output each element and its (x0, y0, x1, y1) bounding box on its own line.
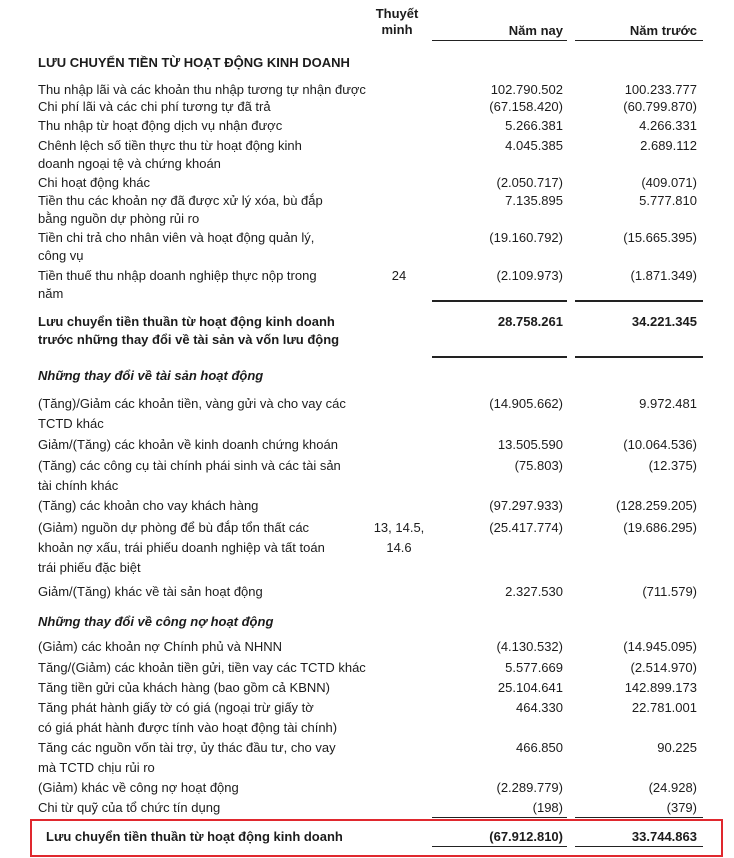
asset-row-label: Giảm/(Tăng) các khoản về kinh doanh chứng khoán (38, 437, 338, 452)
liability-row-label: (Giảm) các khoản nợ Chính phủ và NHNN (38, 639, 283, 654)
operating-row-note: 24 (391, 268, 407, 283)
subtotal-row-current-year: 28.758.261 (497, 314, 563, 329)
liability-row-label: có giá phát hành được tính vào hoạt động tài chính) (38, 720, 338, 735)
total-underline-current (432, 846, 567, 847)
column-header-note: Thuyết (375, 6, 419, 21)
liability-row-current-year: 464.330 (516, 700, 563, 715)
liability-row-label: mà TCTD chịu rủi ro (38, 760, 155, 775)
operating-row-current-year: 5.266.381 (505, 118, 563, 133)
operating-row-current-year: 7.135.895 (505, 193, 563, 208)
liability-row-prior-year: 142.899.173 (624, 680, 697, 695)
asset-row-prior-year: (10.064.536) (623, 437, 697, 452)
liability-row-label: (Giảm) khác về công nợ hoạt động (38, 780, 239, 795)
asset-row-current-year: 13.505.590 (497, 437, 563, 452)
asset-row-current-year: (14.905.662) (489, 396, 563, 411)
liability-row-prior-year: (379) (666, 800, 697, 815)
total-current-year: (67.912.810) (489, 829, 563, 844)
subtotal-bottom-prior (575, 356, 703, 358)
asset-row-label: TCTD khác (38, 416, 104, 431)
column-header-current-year: Năm nay (508, 23, 563, 38)
operating-row-label: Chi phí lãi và các chi phí tương tự đã trả (38, 99, 271, 114)
header-underline-current (432, 40, 567, 41)
operating-row-current-year: (67.158.420) (489, 99, 563, 114)
subtotal-row-label: Lưu chuyển tiền thuần từ hoạt động kinh doanh (38, 314, 335, 329)
operating-row-label: Thu nhập lãi và các khoản thu nhập tương tự nhận được (38, 82, 366, 97)
liability-row-label: Tăng/(Giảm) các khoản tiền gửi, tiền vay các TCTD khác (38, 660, 366, 675)
asset-row-current-year: (75.803) (514, 458, 563, 473)
column-header-prior-year: Năm trước (629, 23, 697, 38)
operating-row-prior-year: (409.071) (641, 175, 697, 190)
operating-row-label: Tiền thu các khoản nợ đã được xử lý xóa, bù đắp (38, 193, 323, 208)
operating-row-current-year: (2.050.717) (496, 175, 563, 190)
asset-row-label: (Giảm) nguồn dự phòng để bù đắp tổn thất các (38, 520, 310, 535)
subtotal-bottom-current (432, 356, 567, 358)
subtotal-row-label: trước những thay đổi về tài sản và vốn lưu động (38, 332, 340, 347)
asset-row-prior-year: (19.686.295) (623, 520, 697, 535)
liability-row-current-year: 5.577.669 (505, 660, 563, 675)
asset-row-label: trái phiếu đặc biệt (38, 560, 141, 575)
asset-row-prior-year: 9.972.481 (639, 396, 697, 411)
assets-heading: Những thay đổi về tài sản hoạt động (38, 368, 264, 383)
operating-row-label: doanh ngoại tệ và chứng khoán (38, 156, 221, 171)
asset-row-label: (Tăng)/Giảm các khoản tiền, vàng gửi và cho vay các (38, 396, 346, 411)
liability-row-label: Chi từ quỹ của tổ chức tín dụng (38, 800, 221, 815)
column-header-note: minh (381, 22, 413, 37)
asset-row-current-year: (25.417.774) (489, 520, 563, 535)
liability-row-label: Tăng tiền gửi của khách hàng (bao gồm cả KBNN) (38, 680, 330, 695)
operating-row-label: Tiền chi trả cho nhân viên và hoạt động quản lý, (38, 230, 315, 245)
liability-row-current-year: 466.850 (516, 740, 563, 755)
total-prior-year: 33.744.863 (631, 829, 697, 844)
total-label: Lưu chuyển tiền thuần từ hoạt động kinh doanh (46, 829, 343, 844)
asset-row-note: 13, 14.5, (373, 520, 425, 535)
asset-row-label: khoản nợ xấu, trái phiếu doanh nghiệp và tất toán (38, 540, 325, 555)
operating-row-prior-year: 100.233.777 (624, 82, 697, 97)
liability-row-current-year: (4.130.532) (496, 639, 563, 654)
asset-row-label: Giảm/(Tăng) khác về tài sản hoạt động (38, 584, 263, 599)
liability-row-prior-year: 90.225 (657, 740, 697, 755)
operating-row-current-year: (2.109.973) (496, 268, 563, 283)
header-underline-prior (575, 40, 703, 41)
liability-row-current-year: (198) (532, 800, 563, 815)
operating-row-current-year: 4.045.385 (505, 138, 563, 153)
operating-row-current-year: (19.160.792) (489, 230, 563, 245)
operating-row-label: năm (38, 286, 64, 301)
asset-row-label: (Tăng) các công cụ tài chính phái sinh và các tài sản (38, 458, 341, 473)
liability-row-prior-year: 22.781.001 (631, 700, 697, 715)
total-underline-prior (575, 846, 703, 847)
asset-row-current-year: (97.297.933) (489, 498, 563, 513)
operating-row-prior-year: (15.665.395) (623, 230, 697, 245)
operating-row-current-year: 102.790.502 (490, 82, 563, 97)
asset-row-current-year: 2.327.530 (505, 584, 563, 599)
liability-row-prior-year: (2.514.970) (630, 660, 697, 675)
liability-row-prior-year: (24.928) (648, 780, 697, 795)
section-title: LƯU CHUYỂN TIỀN TỪ HOẠT ĐỘNG KINH DOANH (38, 55, 350, 70)
operating-row-prior-year: (1.871.349) (630, 268, 697, 283)
operating-row-label: Thu nhập từ hoạt động dịch vụ nhận được (38, 118, 283, 133)
asset-row-prior-year: (128.259.205) (616, 498, 697, 513)
subtotal-line-prior (575, 300, 703, 302)
liability-row-label: Tăng các nguồn vốn tài trợ, ủy thác đầu tư, cho vay (38, 740, 336, 755)
subtotal-row-prior-year: 34.221.345 (631, 314, 697, 329)
asset-row-note: 14.6 (386, 540, 412, 555)
operating-row-prior-year: (60.799.870) (623, 99, 697, 114)
operating-row-prior-year: 5.777.810 (639, 193, 697, 208)
asset-row-prior-year: (711.579) (642, 584, 697, 599)
liability-row-current-year: (2.289.779) (496, 780, 563, 795)
asset-row-label: tài chính khác (38, 478, 119, 493)
operating-row-prior-year: 2.689.112 (640, 138, 697, 153)
operating-row-label: Chênh lệch số tiền thực thu từ hoạt động kinh (38, 138, 302, 153)
liability-row-label: Tăng phát hành giấy tờ có giá (ngoại trừ giấy tờ (38, 700, 314, 715)
subtotal-line-current (432, 300, 567, 302)
liability-row-prior-year: (14.945.095) (623, 639, 697, 654)
total-line-prior (575, 817, 703, 818)
asset-row-prior-year: (12.375) (648, 458, 697, 473)
liability-row-current-year: 25.104.641 (497, 680, 563, 695)
operating-row-label: công vụ (38, 248, 84, 263)
total-line-current (432, 817, 567, 818)
asset-row-label: (Tăng) các khoản cho vay khách hàng (38, 498, 259, 513)
operating-row-label: Chi hoạt động khác (38, 175, 151, 190)
operating-row-label: bằng nguồn dự phòng rủi ro (38, 211, 200, 226)
liabilities-heading: Những thay đổi về công nợ hoạt động (38, 614, 274, 629)
operating-row-prior-year: 4.266.331 (639, 118, 697, 133)
operating-row-label: Tiền thuế thu nhập doanh nghiệp thực nộp trong (38, 268, 317, 283)
